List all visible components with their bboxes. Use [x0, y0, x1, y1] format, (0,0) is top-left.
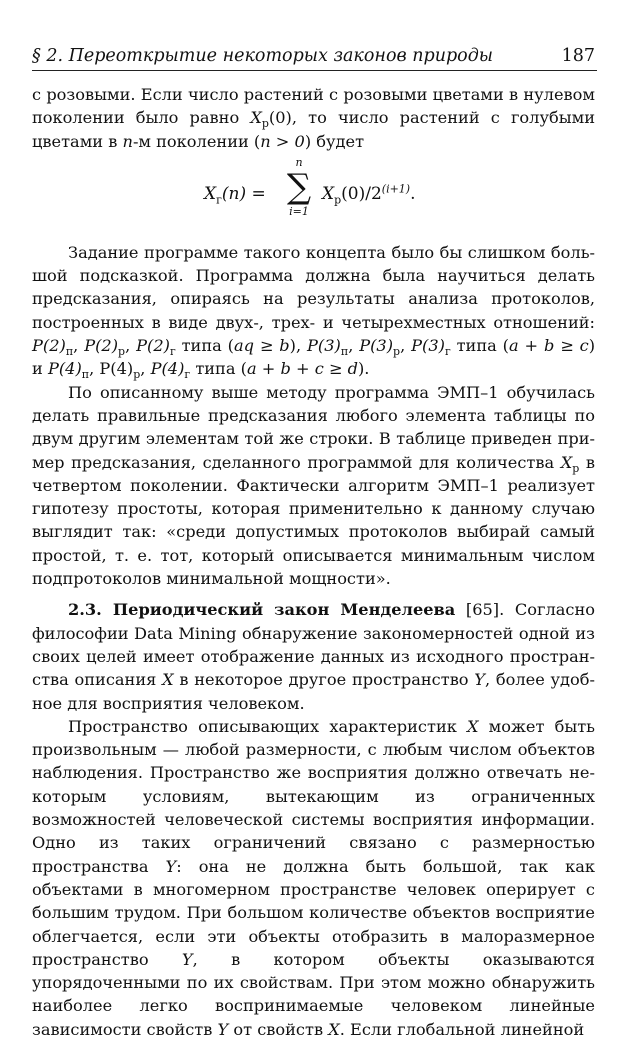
- formula-rhs: $X_р(0)/2^{(i+1)}$.: [322, 182, 416, 207]
- paragraph-3: По описанному выше методу программа ЭМП–1 обучилась делать правильные предсказания любого элемента таблицы по двум другим элементам той же строки. В таблице приведен пример предсказания, сделанного программой для количества $X_р$ в четвертом поколении. Фактически алгоритм ЭМП–1 реализует гипотезу простоты, которая применительно к данному случаю выглядит так: «среди допустимых протоколов выбирай самый простой, т. е. тот, который описывается минимальным числом подпротоколов минимальной мощности».: [32, 382, 595, 589]
- paragraph-5: Пространство описывающих характеристик X может быть произвольным — любой размерности, с любым числом объектов наблюдения. Пространство же восприятия должно отвечать некоторым условиям, вытекающим из ограниченных возможностей человеческой системы восприятия информации. Одно из таких ограничений связано с размерностью пространства Y: она не должна быть большой, так как объектами в многомерном пространстве человек оперирует с большим трудом. При большом количестве объектов восприятие облегчается, если эти объекты отобразить в малоразмерное пространство Y, в котором объекты оказываются упорядоченными по их свойствам. При этом можно обнаружить наиболее легко воспринимаемые человеком линейные зависимости свойств Y от свойств X. Если глобальной линейной: [32, 716, 596, 1039]
- page-body: [32, 83, 595, 1041]
- paragraph-4: 2.3. Периодический закон Менделеева [65]. Согласно философии Data Mining обнаружение закономерностей одной из своих целей имеет отображение данных из исходного пространства описания X в некоторое другое пространство Y, более удобное для восприятия человеком.: [32, 600, 595, 713]
- paragraph-2: Задание программе такого концепта было бы слишком большой подсказкой. Программа должна была научиться делать предсказания, опираясь на результаты анализа протоколов, построенных в виде двух-, трех- и четырехместных отношений: $P(2)_п$, $P(2)_р$, $P(2)_г$ типа (aq ≥ b), $P(3)_п$, $P(3)_р$, $P(3)_г$ типа (a + b ≥ c) и $P(4)_п$, $P(4)_р$, $P(4)_г$ типа (a + b + c ≥ d).: [32, 242, 596, 382]
- running-header: [32, 44, 597, 71]
- display-formula: [32, 153, 595, 241]
- section-title: § 2. Переоткрытие некоторых законов природы: [32, 46, 494, 66]
- page-number: 187: [561, 46, 595, 66]
- subsection-heading: 2.3. Периодический закон Менделеева: [68, 600, 456, 620]
- paragraph-1: с розовыми. Если число растений с розовыми цветами в нулевом поколении было равно $X_р(0)$, то число растений с голубыми цветами в n-м поколении (n > 0) будет: [32, 85, 595, 151]
- formula-lhs: $X_г(n)$ =: [204, 183, 266, 207]
- summation-symbol: n ∑ i=1: [286, 155, 312, 218]
- citation: [65].: [455, 600, 505, 620]
